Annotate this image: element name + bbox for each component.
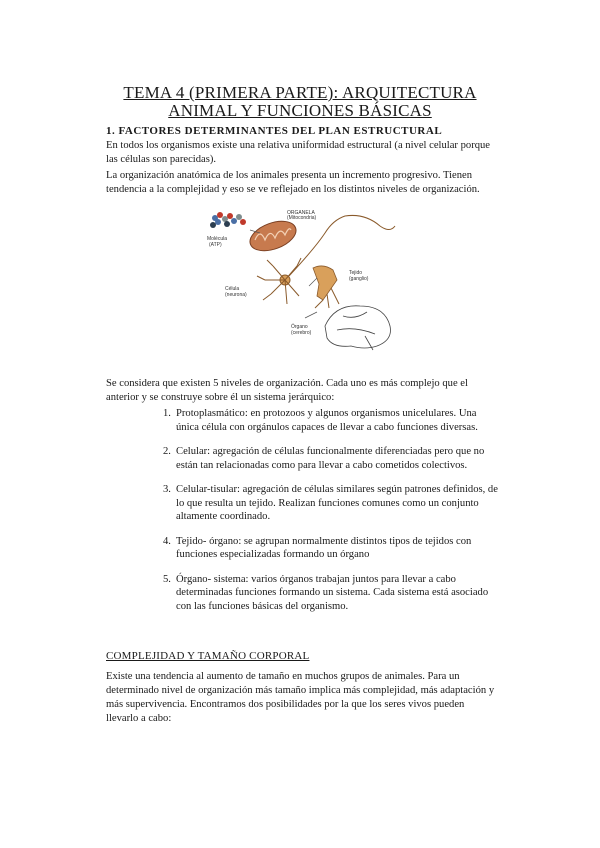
organization-levels-list [130, 407, 502, 624]
mitochondria-image [246, 216, 300, 257]
label-cerebro: (cerebro) [291, 330, 312, 336]
section-heading-complejidad: COMPLEJIDAD Y TAMAÑO CORPORAL [106, 650, 310, 662]
label-molecula: Molécula [207, 236, 228, 242]
label-celula: Célula [225, 286, 240, 292]
label-neurona: (neurona) [225, 292, 247, 298]
list-item: 4. Tejido- órgano: se agrupan normalmente distintos tipos de tejidos con funciones especializadas formando un órgano [163, 535, 472, 560]
paragraph-organizacion: La organización anatómica de los animales presenta un incremento progresivo. Tienen tendencia a la complejidad y eso se ve reflejado en los distintos niveles de organización. [106, 170, 480, 195]
atp-molecule-image [210, 212, 246, 228]
organization-levels-figure [205, 208, 401, 360]
paragraph-uniformidad: En todos los organismos existe una relativa uniformidad estructural (a nivel celular porque las células son parecidas). [106, 140, 491, 165]
label-tejido: Tejido [349, 270, 363, 276]
page-title [60, 84, 540, 120]
label-atp: (ATP) [209, 242, 222, 248]
paragraph-niveles-intro: Se considera que existen 5 niveles de organización. Cada uno es más complejo que el anterior y se construye sobre él un sistema jerárquico: [106, 378, 468, 403]
label-organo: Órgano [291, 324, 308, 330]
label-ganglio: (ganglio) [349, 276, 369, 282]
organization-illustration [205, 208, 401, 360]
brain-organ-image [325, 306, 390, 350]
title-line-1: TEMA 4 (PRIMERA PARTE): ARQUITECTURA [123, 83, 477, 102]
label-mitocondria: (Mitocondria) [287, 215, 317, 221]
list-item: 5. Órgano- sistema: varios órganos trabajan juntos para llevar a cabo determinadas funciones formando un sistema. Cada sistema está asociado con las funciones básicas del organismo. [163, 573, 489, 612]
section-heading-factores: 1. FACTORES DETERMINANTES DEL PLAN ESTRUCTURAL [106, 125, 443, 137]
label-organela: ORGANELA [287, 210, 315, 216]
list-item: 1. Protoplasmático: en protozoos y algunos organismos unicelulares. Una única célula con orgánulos capaces de llevar a cabo funciones diversas. [163, 408, 478, 433]
list-item: 2. Celular: agregación de células funcionalmente diferenciadas pero que no están tan relacionadas como para llevar a cabo cometidos colectivos. [163, 446, 485, 471]
title-line-2: ANIMAL Y FUNCIONES BÁSICAS [168, 101, 432, 120]
list-item: 3. Celular-tisular: agregación de células similares según patrones definidos, de lo que resulta un tejido. Realizan funciones comunes como un conjunto altamente coordinado. [163, 484, 498, 522]
ganglion-tissue-image [313, 266, 339, 308]
paragraph-tamano: Existe una tendencia al aumento de tamaño en muchos grupos de animales. Para un determinado nivel de organización más tamaño implica más complejidad, más adaptación y más supervivencia. Encontramos dos posibilidades por la que los seres vivos pueden llevarlo a cabo: [106, 671, 495, 724]
